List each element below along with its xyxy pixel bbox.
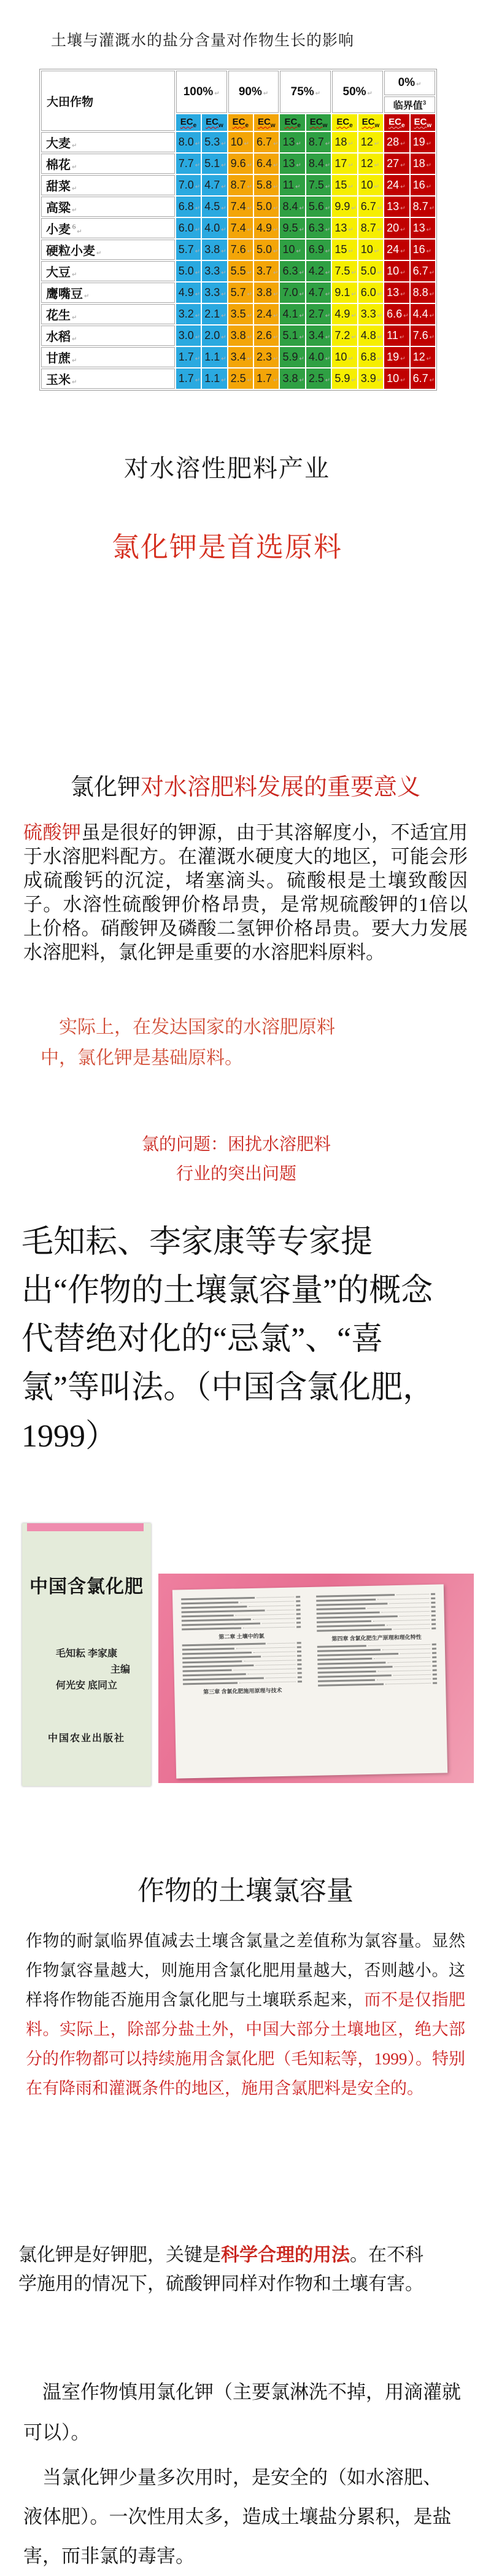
critical-value-cell	[384, 96, 435, 113]
crop-name-cell: 大豆 ↵	[41, 261, 175, 281]
toc-text-line	[182, 1617, 301, 1622]
table-row	[41, 240, 435, 260]
value-cell: 9.9 ↵	[332, 197, 357, 217]
ec-column-header: $EC_w$	[358, 114, 383, 131]
salinity-table-title: 土壤与灌溉水的盐分含量对作物生长的影响	[50, 33, 354, 49]
value-cell: 12 ↵	[358, 132, 383, 152]
value-cell: 6.7 ↵	[411, 369, 435, 389]
value-cell: 5.0 ↵	[176, 261, 201, 281]
crop-name-cell: 甜菜 ↵	[41, 175, 175, 195]
value-cell: 3.5 ↵	[228, 304, 253, 324]
value-cell: 19 ↵	[384, 347, 409, 367]
text-segment: 氯化钾	[70, 775, 141, 800]
value-cell: 6.7 ↵	[358, 197, 383, 217]
slide3-heading	[0, 768, 491, 802]
toc-text-line	[182, 1613, 301, 1617]
toc-text-line	[182, 1609, 301, 1613]
value-cell: 5.6 ↵	[306, 197, 331, 217]
value-cell: 3.3 ↵	[202, 283, 226, 303]
text-segment: 科学合理的用法	[221, 2245, 350, 2265]
slide4-paragraph: 毛知耘、李家康等专家提出“作物的土壤氯容量”的概念代替绝对化的“忌氯”、“喜氯”等叫法。（中国含氯化肥，1999）	[21, 1225, 435, 1454]
table-row	[41, 347, 435, 367]
table-row	[41, 175, 435, 195]
value-cell: 19 ↵	[411, 132, 435, 152]
value-cell: 20 ↵	[384, 218, 409, 238]
crop-name-cell: 棉花 ↵	[41, 154, 175, 174]
value-cell: 13 ↵	[332, 218, 357, 238]
value-cell: 6.3 ↵	[306, 218, 331, 238]
value-cell: 6.4 ↵	[254, 154, 279, 174]
slide2-line2: 氯化钾是首选原料	[111, 532, 342, 563]
value-cell: 6.8 ↵	[358, 347, 383, 367]
value-cell: 8.4 ↵	[280, 197, 304, 217]
value-cell: 8.8 ↵	[411, 283, 435, 303]
toc-text-line	[317, 1628, 436, 1632]
value-cell: 9.6 ↵	[228, 154, 253, 174]
toc-text-line	[181, 1596, 300, 1600]
value-cell: 4.9 ↵	[176, 283, 201, 303]
corner-cell: 大田作物	[41, 71, 175, 131]
value-cell: 8.7 ↵	[411, 197, 435, 217]
value-cell: 5.7 ↵	[176, 240, 201, 260]
text-segment: 。在不科学施用的情况下，硫酸钾同样对作物和土壤有害。	[18, 2245, 423, 2294]
value-cell: 7.6 ↵	[228, 240, 253, 260]
book-toc-photo	[158, 1574, 474, 1783]
value-cell: 6.3 ↵	[280, 261, 304, 281]
crop-name-cell: 玉米 ↵	[41, 369, 175, 389]
toc-chapter4-heading: 第四章 含氯化肥生产原理和理化特性	[331, 1634, 422, 1642]
book-cover-pink-edge	[27, 1523, 144, 1531]
slide7-paragraph	[18, 2241, 431, 2298]
value-cell: 4.4 ↵	[411, 304, 435, 324]
value-cell: 6.9 ↵	[306, 240, 331, 260]
toc-text-line	[182, 1655, 301, 1659]
value-cell: 18 ↵	[411, 154, 435, 174]
value-cell: 16 ↵	[411, 240, 435, 260]
value-cell: 4.8 ↵	[358, 326, 383, 346]
value-cell: 3.8 ↵	[228, 326, 253, 346]
value-cell: 4.2 ↵	[306, 261, 331, 281]
value-cell: 6.0 ↵	[358, 283, 383, 303]
slide9-paragraph: 当氯化钾少量多次用时，是安全的（如水溶肥、液体肥）。一次性用太多，造成土壤盐分累积，是盐害，而非氯的毒害。	[23, 2467, 452, 2567]
table-row	[41, 369, 435, 389]
value-cell: 1.7 ↵	[176, 369, 201, 389]
value-cell: 2.4 ↵	[254, 304, 279, 324]
toc-photo-page	[172, 1584, 447, 1778]
toc-text-line	[317, 1619, 436, 1623]
salinity-table-wrapper	[39, 69, 437, 387]
value-cell: 6.0 ↵	[176, 218, 201, 238]
toc-text-line	[317, 1661, 436, 1665]
toc-text-line	[181, 1604, 300, 1609]
value-cell: 8.7 ↵	[358, 218, 383, 238]
value-cell: 11 ↵	[280, 175, 304, 195]
value-cell: 7.0 ↵	[280, 283, 304, 303]
ec-column-header: $EC_e$	[384, 114, 409, 131]
value-cell: 13 ↵	[411, 218, 435, 238]
slide6-paragraph	[26, 1926, 465, 2103]
value-cell: 13 ↵	[384, 283, 409, 303]
value-cell: 3.2 ↵	[176, 304, 201, 324]
value-cell: 24 ↵	[384, 240, 409, 260]
value-cell: 7.0 ↵	[176, 175, 201, 195]
toc-lines	[179, 1642, 306, 1685]
value-cell: 3.7 ↵	[254, 261, 279, 281]
text-segment: 而不是仅指肥料。实际上，除部分盐土外，中国大部分土壤地区，绝大部分的作物都可以持续施用含氯化肥（毛知耘等，1999）。特别在有降雨和灌溉条件的地区，施用含氯肥料是安全的。	[26, 1991, 466, 2098]
value-cell: 3.9 ↵	[358, 369, 383, 389]
book-title: 中国含氯化肥	[29, 1577, 144, 1597]
value-cell: 8.7 ↵	[228, 175, 253, 195]
value-cell: 3.8 ↵	[280, 369, 304, 389]
ec-column-header: $EC_e$	[228, 114, 253, 131]
value-cell: 2.5 ↵	[306, 369, 331, 389]
text-segment: 作物的耐氯临界值减去土壤含氯量之差值称为氯容量。显然作物氯容量越大，则施用含氯化肥用量越大，否则越小。这样将作物能否施用含氯化肥与土壤联系起来，	[26, 1932, 465, 2009]
value-cell: 17 ↵	[332, 154, 357, 174]
salinity-table-body	[41, 132, 435, 389]
value-cell: 27 ↵	[384, 154, 409, 174]
toc-lines	[177, 1596, 304, 1630]
toc-text-line	[317, 1652, 436, 1657]
toc-lines	[312, 1593, 439, 1632]
value-cell: 7.7 ↵	[176, 154, 201, 174]
toc-text-line	[317, 1615, 436, 1619]
value-cell: 3.3 ↵	[358, 304, 383, 324]
value-cell: 5.0 ↵	[358, 261, 383, 281]
value-cell: 10 ↵	[384, 369, 409, 389]
toc-text-line	[318, 1669, 437, 1674]
value-cell: 10 ↵	[384, 261, 409, 281]
slide3-callout: 实际上，在发达国家的水溶肥原料中，氯化钾是基础原料。	[41, 1017, 335, 1068]
text-segment: 对水溶肥料发展的重要意义	[141, 775, 421, 800]
toc-text-line	[318, 1674, 437, 1678]
value-cell: 1.1 ↵	[202, 369, 226, 389]
slide4-heading-line1: 氯的问题：困扰水溶肥料	[141, 1135, 331, 1154]
toc-chapter2-heading: 第二章 土壤中的氯	[218, 1633, 265, 1641]
toc-text-line	[182, 1622, 301, 1626]
crop-name-cell: 甘蔗 ↵	[41, 347, 175, 367]
value-cell: 4.7 ↵	[306, 283, 331, 303]
salinity-table	[39, 69, 437, 391]
col-group-50: 50% ↵	[332, 71, 383, 113]
value-cell: 13 ↵	[280, 154, 304, 174]
book-authors	[34, 1646, 139, 1694]
salinity-table-header	[41, 71, 435, 131]
value-cell: 4.7 ↵	[202, 175, 226, 195]
value-cell: 3.0 ↵	[176, 326, 201, 346]
toc-text-line	[183, 1680, 302, 1685]
value-cell: 6.6 ↵	[384, 304, 409, 324]
value-cell: 16 ↵	[411, 175, 435, 195]
toc-text-line	[317, 1648, 436, 1652]
value-cell: 5.1 ↵	[202, 154, 226, 174]
toc-text-line	[182, 1663, 301, 1668]
value-cell: 2.3 ↵	[254, 347, 279, 367]
table-row	[41, 132, 435, 152]
ec-column-header: $EC_w$	[306, 114, 331, 131]
slide2-line1: 对水溶性肥料产业	[124, 455, 330, 482]
toc-text-line	[317, 1623, 436, 1628]
toc-chapter3-heading: 第三章 含氯化肥施用原理与技术	[203, 1687, 282, 1695]
crop-name-cell: 高粱 ↵	[41, 197, 175, 217]
book-cover-photo	[22, 1523, 151, 1786]
table-row	[41, 154, 435, 174]
table-row	[41, 197, 435, 217]
value-cell: 4.9 ↵	[254, 218, 279, 238]
table-row	[41, 326, 435, 346]
value-cell: 2.5 ↵	[228, 369, 253, 389]
value-cell: 9.1 ↵	[332, 283, 357, 303]
text-segment: 虽是很好的钾源，由于其溶解度小，不适宜用于水溶肥料配方。在灌溉水硬度大的地区，可能会形成硫酸钙的沉淀，堵塞滴头。硫酸根是土壤致酸因子。水溶性硫酸钾价格昂贵，是常规硫酸钾的1倍以上价格。硝酸钾及磷酸二氢钾价格昂贵。要大力发展水溶肥料，氯化钾是重要的水溶肥料原料。	[23, 822, 468, 963]
value-cell: 11 ↵	[384, 326, 409, 346]
value-cell: 13 ↵	[280, 132, 304, 152]
value-cell: 1.7 ↵	[176, 347, 201, 367]
ec-column-header: $EC_w$	[411, 114, 435, 131]
col-group-90: 90% ↵	[228, 71, 279, 113]
ec-column-header: $EC_e$	[176, 114, 201, 131]
text-segment: 硫酸钾	[23, 822, 82, 843]
value-cell: 12 ↵	[411, 347, 435, 367]
value-cell: 4.1 ↵	[280, 304, 304, 324]
critical-value-footnote: 3	[422, 100, 427, 107]
toc-text-line	[317, 1657, 436, 1661]
value-cell: 10 ↵	[280, 240, 304, 260]
value-cell: 3.4 ↵	[306, 326, 331, 346]
ec-column-header: $EC_w$	[202, 114, 226, 131]
book-authors-line2: 何光安 底同立	[55, 1680, 117, 1691]
toc-text-line	[182, 1626, 301, 1630]
table-row	[41, 304, 435, 324]
crop-name-cell: 水稻 ↵	[41, 326, 175, 346]
value-cell: 10 ↵	[228, 132, 253, 152]
value-cell: 24 ↵	[384, 175, 409, 195]
value-cell: 6.7 ↵	[411, 261, 435, 281]
value-cell: 7.4 ↵	[228, 197, 253, 217]
ec-column-header: $EC_e$	[332, 114, 357, 131]
value-cell: 4.9 ↵	[332, 304, 357, 324]
value-cell: 13 ↵	[384, 197, 409, 217]
value-cell: 6.8 ↵	[176, 197, 201, 217]
ec-column-header: $EC_w$	[254, 114, 279, 131]
value-cell: 4.5 ↵	[202, 197, 226, 217]
value-cell: 15 ↵	[332, 240, 357, 260]
toc-text-line	[316, 1598, 435, 1602]
toc-text-line	[317, 1606, 436, 1610]
crop-name-cell: 硬粒小麦 ↵	[41, 240, 175, 260]
book-publisher: 中国农业出版社	[47, 1733, 125, 1744]
toc-text-line	[182, 1650, 301, 1655]
toc-text-line	[183, 1668, 302, 1672]
value-cell: 2.0 ↵	[202, 326, 226, 346]
value-cell: 4.0 ↵	[306, 347, 331, 367]
value-cell: 2.7 ↵	[306, 304, 331, 324]
value-cell: 2.6 ↵	[254, 326, 279, 346]
value-cell: 1.1 ↵	[202, 347, 226, 367]
value-cell: 9.5 ↵	[280, 218, 304, 238]
toc-text-line	[316, 1593, 435, 1598]
value-cell: 5.7 ↵	[228, 283, 253, 303]
crop-name-cell: 鹰嘴豆 ↵	[41, 283, 175, 303]
col-group-75: 75% ↵	[280, 71, 331, 113]
toc-text-line	[183, 1676, 302, 1680]
value-cell: 15 ↵	[332, 175, 357, 195]
slide3-paragraph	[23, 821, 468, 964]
value-cell: 28 ↵	[384, 132, 409, 152]
slide4-heading-line2: 行业的突出问题	[176, 1165, 296, 1184]
toc-text-line	[317, 1610, 436, 1615]
slide6-heading: 作物的土壤氯容量	[137, 1876, 354, 1906]
value-cell: 8.7 ↵	[306, 132, 331, 152]
value-cell: 3.3 ↵	[202, 261, 226, 281]
critical-value-label: 临界值	[393, 101, 423, 111]
table-row	[41, 261, 435, 281]
book-editor-label: 主编	[110, 1665, 130, 1675]
value-cell: 7.5 ↵	[332, 261, 357, 281]
toc-text-line	[318, 1665, 437, 1669]
toc-text-line	[181, 1600, 300, 1604]
value-cell: 5.0 ↵	[254, 197, 279, 217]
value-cell: 1.7 ↵	[254, 369, 279, 389]
value-cell: 5.1 ↵	[280, 326, 304, 346]
text-segment: 氯化钾是好钾肥，关键是	[18, 2245, 221, 2265]
value-cell: 3.8 ↵	[254, 283, 279, 303]
value-cell: 2.1 ↵	[202, 304, 226, 324]
value-cell: 10 ↵	[358, 175, 383, 195]
table-row	[41, 283, 435, 303]
value-cell: 5.9 ↵	[332, 369, 357, 389]
ec-column-header: $EC_e$	[280, 114, 304, 131]
toc-text-line	[183, 1672, 302, 1676]
value-cell: 8.0 ↵	[176, 132, 201, 152]
value-cell: 7.2 ↵	[332, 326, 357, 346]
value-cell: 5.9 ↵	[280, 347, 304, 367]
value-cell: 7.6 ↵	[411, 326, 435, 346]
value-cell: 12 ↵	[358, 154, 383, 174]
col-group-100: 100% ↵	[176, 71, 227, 113]
toc-text-line	[182, 1642, 301, 1646]
value-cell: 7.4 ↵	[228, 218, 253, 238]
value-cell: 18 ↵	[332, 132, 357, 152]
value-cell: 6.7 ↵	[254, 132, 279, 152]
toc-lines	[314, 1644, 441, 1687]
toc-text-line	[318, 1682, 437, 1687]
value-cell: 4.0 ↵	[202, 218, 226, 238]
value-cell: 5.8 ↵	[254, 175, 279, 195]
value-cell: 5.5 ↵	[228, 261, 253, 281]
value-cell: 5.3 ↵	[202, 132, 226, 152]
toc-text-line	[317, 1644, 436, 1648]
col-group-0: 0% ↵	[384, 71, 435, 95]
slide8-paragraph: 温室作物慎用氯化钾（主要氯淋洗不掉，用滴灌就可以）。	[23, 2381, 461, 2443]
toc-left-column	[177, 1593, 307, 1772]
crop-name-cell: 花生 ↵	[41, 304, 175, 324]
toc-text-line	[182, 1646, 301, 1650]
value-cell: 8.4 ↵	[306, 154, 331, 174]
crop-name-cell: 小麦 $^6$ ↵	[41, 218, 175, 238]
value-cell: 10 ↵	[332, 347, 357, 367]
value-cell: 5.0 ↵	[254, 240, 279, 260]
toc-text-line	[316, 1602, 435, 1606]
table-row	[41, 218, 435, 238]
toc-text-line	[318, 1678, 437, 1682]
crop-name-cell: 大麦 ↵	[41, 132, 175, 152]
toc-right-column	[312, 1591, 443, 1770]
value-cell: 3.8 ↵	[202, 240, 226, 260]
book-authors-line1: 毛知耘 李家康	[55, 1649, 117, 1659]
value-cell: 10 ↵	[358, 240, 383, 260]
value-cell: 7.5 ↵	[306, 175, 331, 195]
value-cell: 3.4 ↵	[228, 347, 253, 367]
toc-text-line	[182, 1659, 301, 1663]
